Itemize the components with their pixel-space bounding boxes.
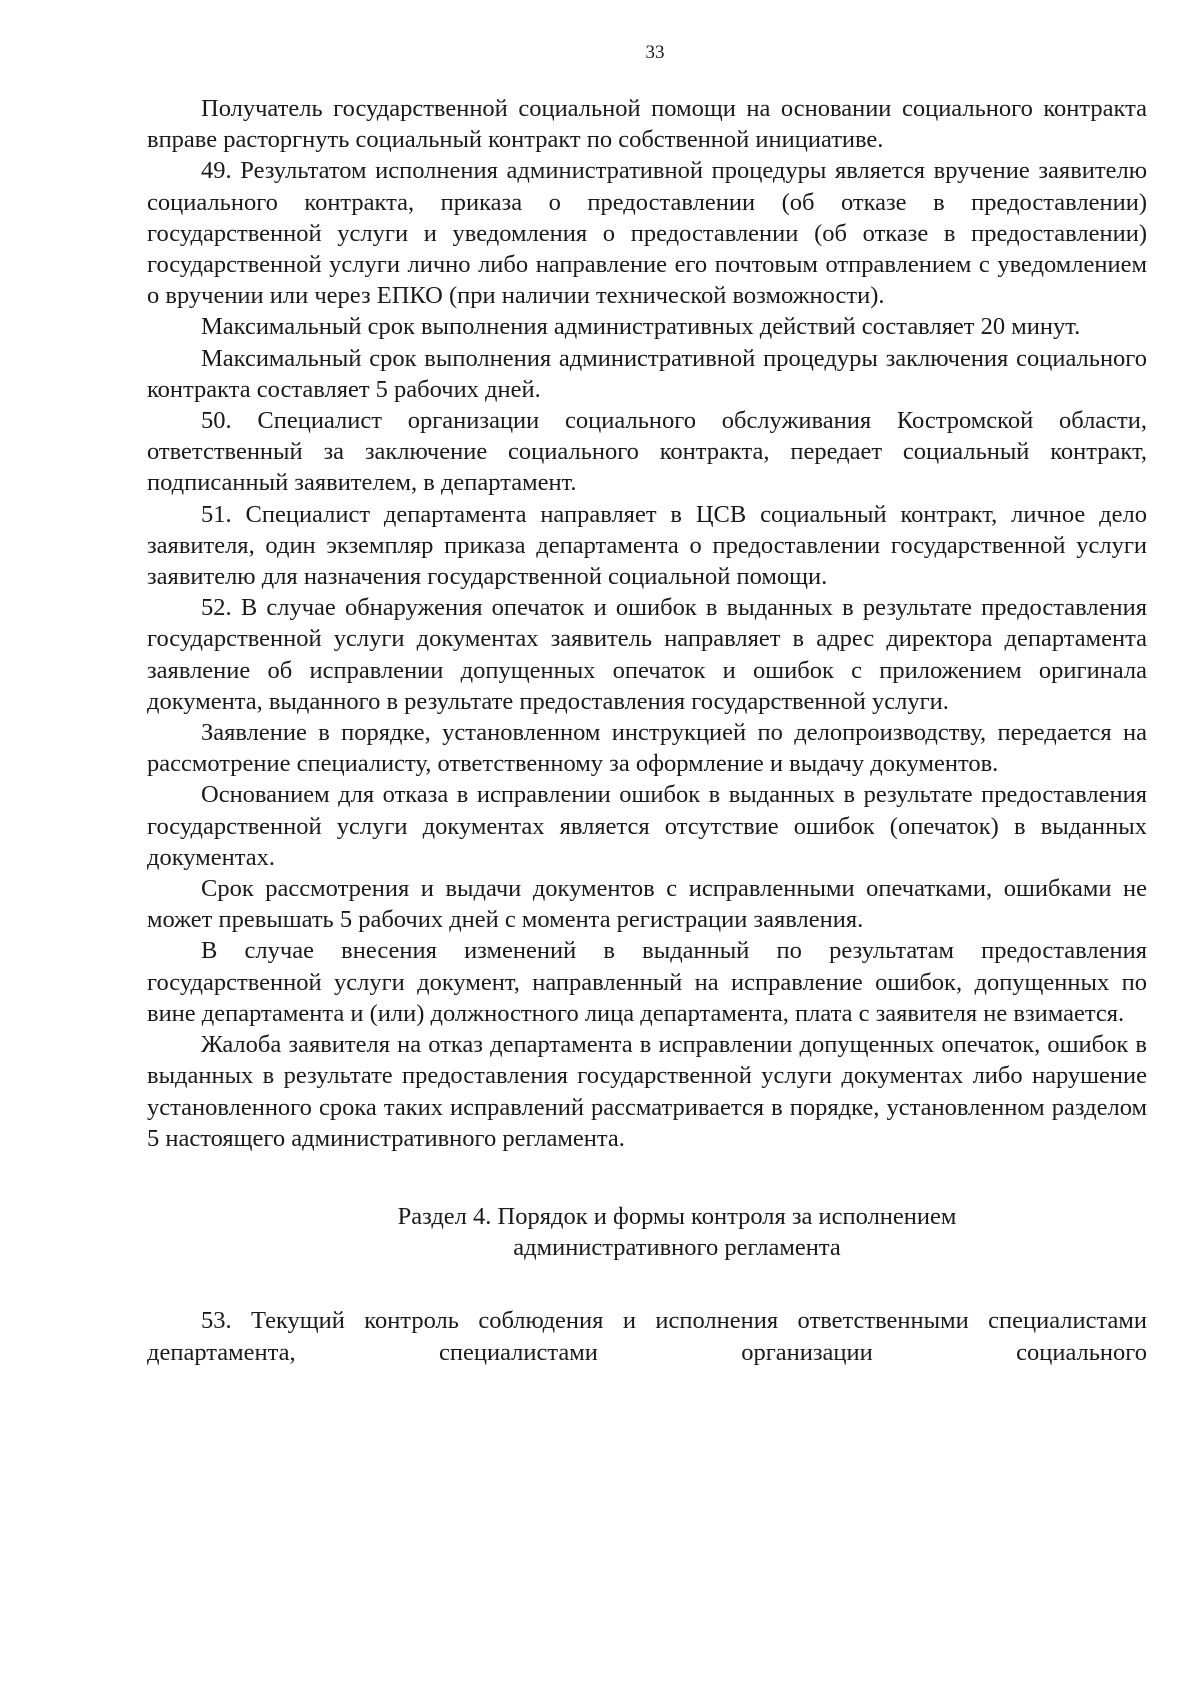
paragraph-49: 49. Результатом исполнения административной процедуры является вручение заявителю социального контракта, приказа о предоставлении (об отказе в предоставлении) государственной услуги и уведомления о предоставлении (об отказе в предоставлении) государственной услуги лично либо направление его почтовым отправлением с уведомлением о вручении или через ЕПКО (при наличии технической возможности). — [147, 157, 1147, 310]
section-heading — [147, 1201, 1147, 1263]
document-body — [147, 93, 1147, 1368]
paragraph-53: 53. Текущий контроль соблюдения и исполнения ответственными специалистами департамента, специалистами организации социального — [147, 1307, 1147, 1366]
paragraph: Основанием для отказа в исправлении ошибок в выданных в результате предоставления государственной услуги документах является отсутствие ошибок (опечаток) в выданных документах. — [147, 781, 1147, 871]
paragraph: Заявление в порядке, установленном инструкцией по делопроизводству, передается на рассмотрение специалисту, ответственному за оформление и выдачу документов. — [147, 719, 1147, 778]
page-number: 33 — [645, 42, 665, 63]
paragraph: Срок рассмотрения и выдачи документов с исправленными опечатками, ошибками не может превышать 5 рабочих дней с момента регистрации заявления. — [147, 875, 1147, 934]
section-heading-line-1: Раздел 4. Порядок и формы контроля за исполнением — [397, 1202, 957, 1230]
paragraph-52: 52. В случае обнаружения опечаток и ошибок в выданных в результате предоставления государственной услуги документах заявитель направляет в адрес директора департамента заявление об исправлении допущенных опечаток и ошибок с приложением оригинала документа, выданного в результате предоставления государственной услуги. — [147, 594, 1147, 715]
paragraph: В случае внесения изменений в выданный по результатам предоставления государственной услуги документ, направленный на исправление ошибок, допущенных по вине департамента и (или) должностного лица департамента, плата с заявителя не взимается. — [147, 937, 1147, 1027]
paragraph: Получатель государственной социальной помощи на основании социального контракта вправе расторгнуть социальный контракт по собственной инициативе. — [147, 95, 1147, 154]
paragraph: Жалоба заявителя на отказ департамента в исправлении допущенных опечаток, ошибок в выданных в результате предоставления государственной услуги документах либо нарушение установленного срока таких исправлений рассматривается в порядке, установленном разделом 5 настоящего административного регламента. — [147, 1031, 1147, 1152]
section-heading-line-2: административного регламента — [513, 1234, 841, 1262]
paragraph: Максимальный срок выполнения административной процедуры заключения социального контракта составляет 5 рабочих дней. — [147, 344, 1147, 403]
paragraph-50: 50. Специалист организации социального обслуживания Костромской области, ответственный за заключение социального контракта, передает социальный контракт, подписанный заявителем, в департамент. — [147, 407, 1147, 497]
paragraph: Максимальный срок выполнения административных действий составляет 20 минут. — [201, 313, 1081, 341]
paragraph-51: 51. Специалист департамента направляет в ЦСВ социальный контракт, личное дело заявителя, один экземпляр приказа департамента о предоставлении государственной услуги заявителю для назначения государственной социальной помощи. — [147, 500, 1147, 591]
